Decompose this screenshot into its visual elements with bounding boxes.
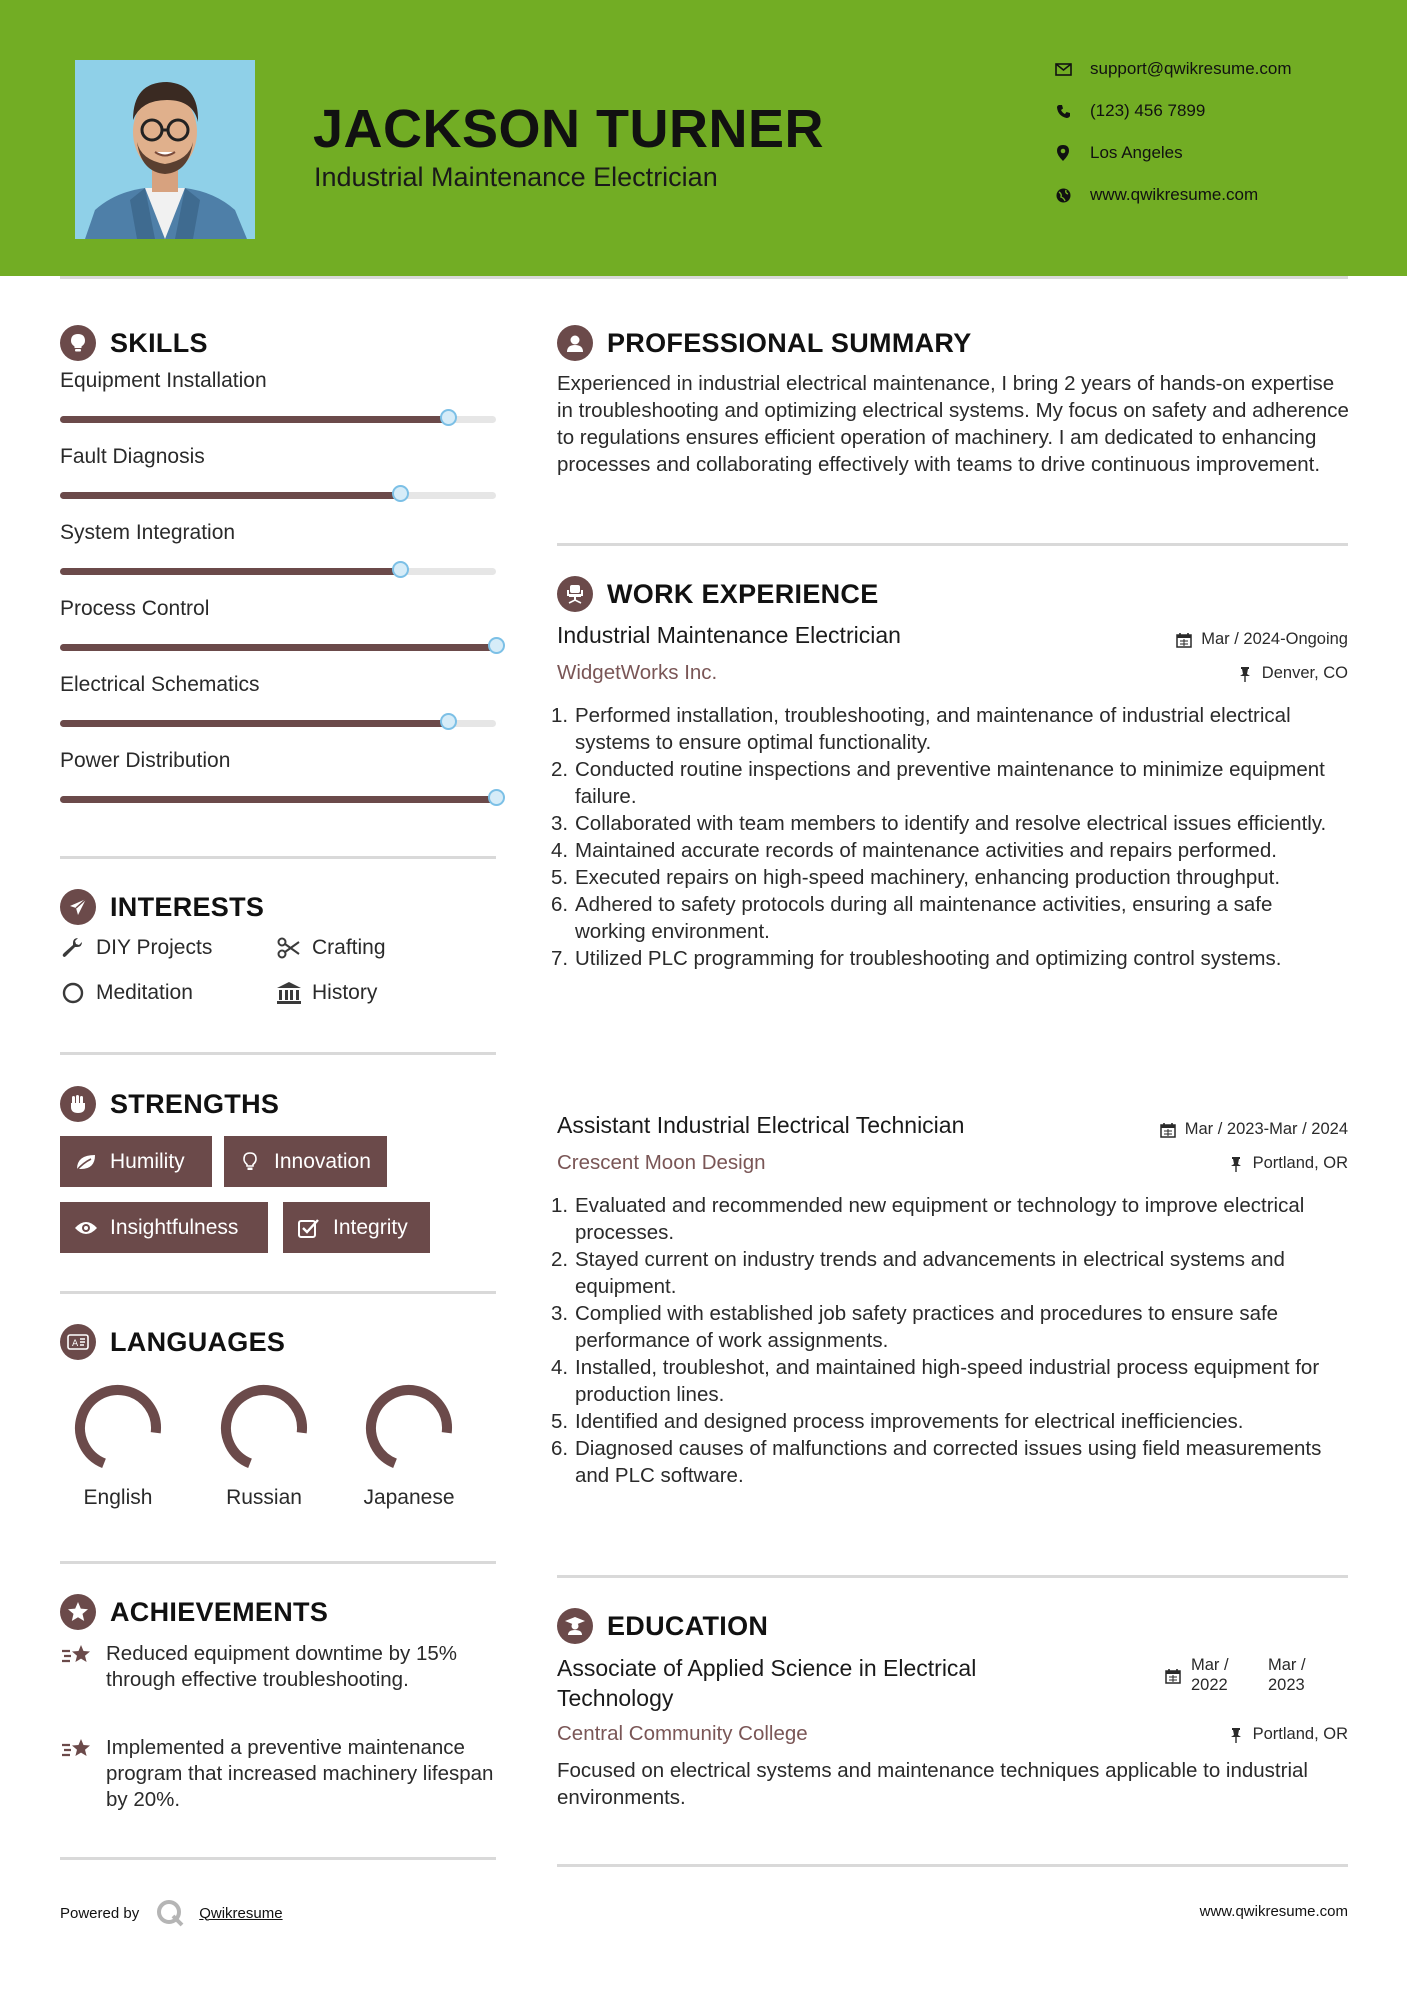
education-heading	[557, 1606, 768, 1646]
skills-title: SKILLS	[110, 327, 208, 358]
languages-heading	[60, 1322, 285, 1362]
achievements-title: ACHIEVEMENTS	[110, 1596, 329, 1627]
skill-bar	[60, 644, 496, 651]
language-gauge	[66, 1376, 170, 1480]
education-school: Central Community College	[557, 1722, 808, 1745]
skill-slider-knob[interactable]	[392, 561, 409, 578]
checkbox-icon	[297, 1216, 321, 1240]
skill-bar-fill	[60, 796, 496, 803]
job-company: Crescent Moon Design	[557, 1151, 766, 1174]
scissors-icon	[276, 935, 302, 961]
language-label: English	[83, 1486, 153, 1509]
duty-text: Identified and designed process improvements for electrical inefficiencies.	[575, 1410, 1244, 1433]
skill-slider-knob[interactable]	[488, 789, 505, 806]
duty-item: 3. Collaborated with team members to identify and resolve electrical issues efficiently.	[551, 812, 1327, 835]
degree-line-2: Technology	[557, 1685, 674, 1711]
interest-label: DIY Projects	[96, 936, 213, 959]
lightbulb-icon	[60, 325, 96, 361]
duty-item: 7. Utilized PLC programming for troubleshooting and optimizing control systems.	[551, 947, 1282, 970]
strength-chip	[224, 1136, 387, 1187]
duty-text: Maintained accurate records of maintenance activities and repairs performed.	[575, 839, 1277, 862]
achievements-divider	[60, 1857, 496, 1860]
duty-item: 4. Installed, troubleshot, and maintained high-speed industrial process equipment for production lines.	[551, 1356, 1320, 1406]
skill-label: Electrical Schematics	[60, 673, 260, 696]
skill-slider-knob[interactable]	[440, 713, 457, 730]
pushpin-icon	[1227, 1155, 1245, 1173]
education-location-text: Portland, OR	[1252, 1725, 1348, 1743]
avatar	[75, 60, 255, 239]
achievement-text: Implemented a preventive maintenance program that increased machinery lifespan by 20%.	[106, 1736, 494, 1811]
job-location	[1227, 1154, 1348, 1173]
interest-item	[276, 980, 377, 1006]
skill-bar-fill	[60, 720, 448, 727]
strength-chip	[283, 1202, 430, 1253]
globe-icon	[1052, 184, 1074, 206]
strengths-divider	[60, 1291, 496, 1294]
qwikresume-logo-icon	[155, 1898, 185, 1928]
interest-item	[60, 935, 212, 961]
job-duties-list	[551, 702, 1347, 972]
skill-bar-fill	[60, 568, 400, 575]
interests-divider	[60, 1052, 496, 1055]
summary-text: Experienced in industrial electrical maintenance, I bring 2 years of hands-on expertise in troubleshooting and optimizing electrical systems. My focus on safety and adherence to regulations ensures efficient operation of machinery. I am dedicated to enhancing processes and collaborating effectively with teams to drive continuous improvement.	[557, 372, 1349, 476]
shooting-star-icon	[60, 1735, 94, 1767]
graduate-icon	[557, 1608, 593, 1644]
job-duties-list	[551, 1192, 1347, 1489]
header-divider	[60, 276, 1348, 279]
contact-location	[1052, 139, 1183, 167]
powered-by-label: Powered by	[60, 1904, 140, 1922]
duty-text: Diagnosed causes of malfunctions and corrected issues using field measurements and PLC software.	[575, 1437, 1322, 1487]
strengths-heading	[60, 1084, 279, 1124]
duty-text: Evaluated and recommended new equipment or technology to improve electrical processes.	[575, 1194, 1305, 1244]
skill-label: System Integration	[60, 521, 236, 544]
job-dates-text: Mar / 2023-Mar / 2024	[1184, 1120, 1348, 1138]
languages-divider	[60, 1561, 496, 1564]
achievements-heading	[60, 1592, 328, 1632]
duty-item: 5. Identified and designed process improvements for electrical inefficiencies.	[551, 1410, 1244, 1433]
shooting-star-icon	[60, 1641, 94, 1673]
contact-website[interactable]	[1052, 181, 1258, 209]
language-card-icon	[60, 1324, 96, 1360]
duty-text: Collaborated with team members to identify and resolve electrical issues efficiently.	[575, 812, 1327, 835]
calendar-icon	[1175, 631, 1193, 649]
profile-photo	[75, 60, 255, 239]
job-location-text: Portland, OR	[1252, 1154, 1348, 1172]
education-divider	[557, 1864, 1348, 1867]
duty-text: Executed repairs on high-speed machinery, enhancing production throughput.	[575, 866, 1281, 889]
skills-heading	[60, 323, 208, 363]
strengths-title: STRENGTHS	[110, 1088, 280, 1119]
skill-bar-fill	[60, 492, 400, 499]
degree-title	[557, 1653, 1097, 1713]
job-location-text: Denver, CO	[1261, 664, 1348, 682]
duty-item: 2. Conducted routine inspections and preventive maintenance to minimize equipment failure.	[551, 758, 1325, 808]
duty-text: Adhered to safety protocols during all maintenance activities, ensuring a safe working environment.	[575, 893, 1273, 943]
candidate-title: Industrial Maintenance Electrician	[314, 162, 718, 192]
fist-icon	[60, 1086, 96, 1122]
skill-bar	[60, 568, 496, 575]
interests-title: INTERESTS	[110, 891, 265, 922]
language-item	[58, 1376, 178, 1510]
contact-email-text: support@qwikresume.com	[1090, 59, 1292, 78]
interest-label: Crafting	[312, 936, 386, 959]
language-gauge-arc	[80, 1390, 156, 1463]
job-role: Assistant Industrial Electrical Technician	[557, 1112, 965, 1138]
interest-label: Meditation	[96, 981, 193, 1004]
skill-label: Fault Diagnosis	[60, 445, 205, 468]
skill-bar-fill	[60, 644, 496, 651]
duty-item: 1. Performed installation, troubleshooting, and maintenance of industrial electrical systems to ensure optimal functionality.	[551, 704, 1291, 754]
skill-label: Process Control	[60, 597, 210, 620]
language-item	[349, 1376, 469, 1510]
summary-heading	[557, 323, 972, 363]
achievement-text: Reduced equipment downtime by 15% through effective troubleshooting.	[106, 1642, 457, 1691]
summary-divider	[557, 543, 1348, 546]
contact-location-text: Los Angeles	[1090, 143, 1183, 162]
summary-title: PROFESSIONAL SUMMARY	[607, 327, 972, 358]
calendar-icon	[1165, 1668, 1181, 1689]
duty-item: 5. Executed repairs on high-speed machinery, enhancing production throughput.	[551, 866, 1281, 889]
interest-label: History	[312, 981, 378, 1004]
leaf-icon	[74, 1150, 98, 1174]
skills-divider	[60, 856, 496, 859]
language-gauge	[212, 1376, 316, 1480]
interest-item	[60, 980, 193, 1006]
star-badge-icon	[60, 1594, 96, 1630]
strength-chip	[60, 1136, 212, 1187]
experience-divider	[557, 1575, 1348, 1578]
education-end-date: Mar / 2023	[1268, 1656, 1306, 1694]
language-gauge-arc	[371, 1390, 447, 1463]
education-start-date: Mar / 2022	[1191, 1656, 1229, 1694]
job-location	[1236, 664, 1348, 683]
phone-icon	[1052, 100, 1074, 122]
duty-text: Complied with established job safety practices and procedures to ensure safe performance of work assignments.	[575, 1302, 1279, 1352]
language-gauge	[357, 1376, 461, 1480]
strength-label: Insightfulness	[110, 1215, 239, 1239]
skill-bar	[60, 720, 496, 727]
footer-powered-by	[60, 1898, 283, 1928]
map-pin-icon	[1052, 142, 1074, 164]
job-role: Industrial Maintenance Electrician	[557, 622, 901, 648]
duty-text: Installed, troubleshot, and maintained high-speed industrial process equipment for production lines.	[575, 1356, 1320, 1406]
paper-plane-icon	[60, 889, 96, 925]
skill-bar-fill	[60, 416, 448, 423]
contact-website-text: www.qwikresume.com	[1090, 185, 1259, 204]
contact-phone-text: (123) 456 7899	[1090, 101, 1206, 120]
skill-bar	[60, 492, 496, 499]
duty-text: Conducted routine inspections and preventive maintenance to minimize equipment failure.	[575, 758, 1325, 808]
education-title: EDUCATION	[607, 1610, 769, 1641]
achievement-item	[60, 1641, 500, 1693]
experience-title: WORK EXPERIENCE	[607, 578, 879, 609]
experience-heading	[557, 574, 879, 614]
office-chair-icon	[557, 576, 593, 612]
qwikresume-link[interactable]: Qwikresume	[199, 1904, 283, 1922]
envelope-icon	[1052, 58, 1074, 80]
calendar-icon	[1159, 1121, 1177, 1139]
strength-chip	[60, 1202, 268, 1253]
skill-bar	[60, 416, 496, 423]
user-icon	[557, 325, 593, 361]
job-dates	[1159, 1120, 1348, 1139]
duty-item: 1. Evaluated and recommended new equipment or technology to improve electrical processes.	[551, 1194, 1305, 1244]
degree-line-1: Associate of Applied Science in Electrical	[557, 1655, 977, 1681]
job-dates	[1175, 630, 1348, 649]
strength-label: Humility	[110, 1149, 185, 1173]
skill-label: Power Distribution	[60, 749, 231, 772]
duty-text: Performed installation, troubleshooting, and maintenance of industrial electrical systems to ensure optimal functionality.	[575, 704, 1291, 754]
education-description: Focused on electrical systems and maintenance techniques applicable to industrial environments.	[557, 1759, 1308, 1809]
skill-bar	[60, 796, 496, 803]
duty-text: Utilized PLC programming for troubleshooting and optimizing control systems.	[575, 947, 1282, 970]
skill-slider-knob[interactable]	[392, 485, 409, 502]
duty-item: 3. Complied with established job safety practices and procedures to ensure safe performance of work assignments.	[551, 1302, 1279, 1352]
wrench-icon	[60, 935, 86, 961]
duty-item: 6. Adhered to safety protocols during all maintenance activities, ensuring a safe working environment.	[551, 893, 1273, 943]
language-label: Japanese	[363, 1486, 455, 1509]
language-item	[204, 1376, 324, 1510]
svg-text:A: A	[72, 1339, 79, 1349]
languages-title: LANGUAGES	[110, 1326, 286, 1357]
skill-slider-knob[interactable]	[440, 409, 457, 426]
language-gauge-arc	[226, 1390, 302, 1463]
duty-item: 6. Diagnosed causes of malfunctions and corrected issues using field measurements and PLC software.	[551, 1437, 1322, 1487]
footer-website[interactable]: www.qwikresume.com	[1199, 1903, 1348, 1920]
achievement-item	[60, 1735, 500, 1813]
job-company: WidgetWorks Inc.	[557, 661, 718, 684]
job-dates-text: Mar / 2024-Ongoing	[1201, 630, 1348, 648]
education-location	[1227, 1725, 1348, 1744]
skill-slider-knob[interactable]	[488, 637, 505, 654]
circle-icon	[60, 980, 86, 1006]
duty-text: Stayed current on industry trends and advancements in electrical systems and equipment.	[575, 1248, 1285, 1298]
contact-phone[interactable]	[1052, 97, 1205, 125]
eye-icon	[74, 1216, 98, 1240]
pushpin-icon	[1227, 1726, 1245, 1744]
strength-label: Innovation	[274, 1149, 371, 1173]
pushpin-icon	[1236, 665, 1254, 683]
candidate-name: JACKSON TURNER	[313, 99, 825, 159]
duty-item: 2. Stayed current on industry trends and advancements in electrical systems and equipment.	[551, 1248, 1285, 1298]
interests-heading	[60, 887, 264, 927]
strength-label: Integrity	[333, 1215, 408, 1239]
skill-label: Equipment Installation	[60, 369, 267, 392]
museum-icon	[276, 980, 302, 1006]
language-label: Russian	[226, 1486, 302, 1509]
lightbulb-icon	[238, 1150, 262, 1174]
interest-item	[276, 935, 386, 961]
contact-email[interactable]	[1052, 55, 1292, 83]
duty-item: 4. Maintained accurate records of maintenance activities and repairs performed.	[551, 839, 1277, 862]
